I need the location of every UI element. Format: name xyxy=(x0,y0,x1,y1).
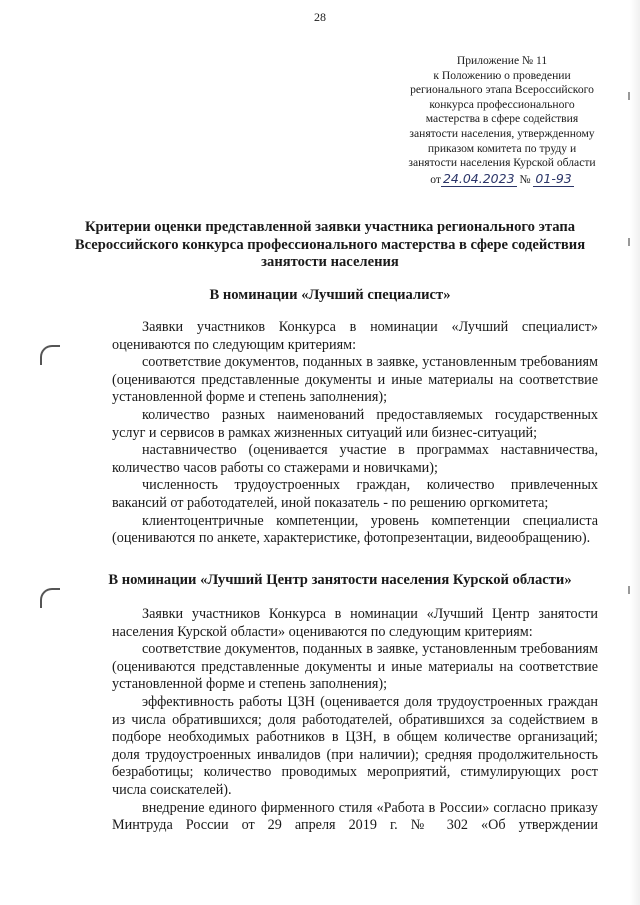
page-number: 28 xyxy=(314,10,326,24)
section-heading-best-specialist: В номинации «Лучший специалист» xyxy=(209,287,451,303)
criterion-item: численность трудоустроенных граждан, количество привлеченных вакансий от работодателей, иной показатель - по решению оргкомитета; xyxy=(112,477,598,511)
appendix-line: к Положению о проведении xyxy=(433,68,571,82)
margin-mark xyxy=(40,588,60,608)
scan-tick-mark xyxy=(628,238,630,246)
scan-tick-mark xyxy=(628,586,630,594)
criterion-item: эффективность работы ЦЗН (оценивается доля трудоустроенных граждан из числа обратившихся; доля работодателей, обратившихся за содействием в подборе необходимых работников в ЦЗН, в общем количестве организаций; доля трудоустроенных инвалидов (при наличии); средняя продолжительность безработицы; количество проводимых мероприятий, стимулирующих рост числа соискателей). xyxy=(112,693,598,798)
margin-mark xyxy=(40,345,60,365)
handwritten-number: 01-93 xyxy=(535,170,572,186)
section-heading-best-employment-center: В номинации «Лучший Центр занятости населения Курской области» xyxy=(108,572,572,588)
scan-tick-mark xyxy=(628,92,630,100)
appendix-line: занятости населения Курской области xyxy=(408,156,596,170)
appendix-line: Приложение № 11 xyxy=(456,54,548,67)
section1-intro: Заявки участников Конкурса в номинации «Лучший специалист» оцениваются по следующим критериям: xyxy=(112,319,598,353)
date-prefix: от xyxy=(430,172,441,186)
criterion-item: количество разных наименований предоставляемых государственных услуг и сервисов в рамках жизненных ситуаций или бизнес-ситуаций; xyxy=(112,406,598,441)
appendix-line: конкурса профессионального xyxy=(429,97,575,111)
section1-body xyxy=(112,319,598,548)
section2-body xyxy=(112,606,598,835)
criterion-item: соответствие документов, поданных в заявке, установленным требованиям (оцениваются представленные документы и иные материалы на соответствие установленной форме и степень заполнения); xyxy=(112,354,598,406)
appendix-line: занятости населения, утвержденному xyxy=(409,126,595,140)
appendix-line: регионального этапа Всероссийского xyxy=(410,83,594,97)
appendix-line: мастерства в сфере содействия xyxy=(425,112,579,126)
order-reference xyxy=(392,172,612,188)
scan-edge xyxy=(630,0,640,905)
criterion-item: внедрение единого фирменного стиля «Работа в России» согласно приказу Минтруда России от 29 апреля 2019 г. № 302 «Об утверждении xyxy=(112,799,598,834)
document-title: Критерии оценки представленной заявки участника регионального этапа Всероссийского конкурса профессионального мастерства в сфере содействия занятости населения xyxy=(74,219,586,271)
number-prefix: № xyxy=(519,172,531,186)
criterion-item: соответствие документов, поданных в заявке, установленным требованиям (оцениваются представленные документы и иные материалы на соответствие установленной форме и степень заполнения); xyxy=(112,641,598,693)
appendix-block xyxy=(392,54,612,187)
criterion-item: наставничество (оценивается участие в программах наставничества, количество часов работы со стажерами и новичками); xyxy=(112,442,598,476)
criterion-item: клиентоцентричные компетенции, уровень компетенции специалиста (оцениваются по анкете, характеристике, фотопрезентации, видеообращению). xyxy=(112,512,598,547)
handwritten-date: 24.04.2023 xyxy=(442,170,515,186)
appendix-line: приказом комитета по труду и xyxy=(427,141,577,155)
section2-intro: Заявки участников Конкурса в номинации «Лучший Центр занятости населения Курской области» оцениваются по следующим критериям: xyxy=(112,606,598,640)
